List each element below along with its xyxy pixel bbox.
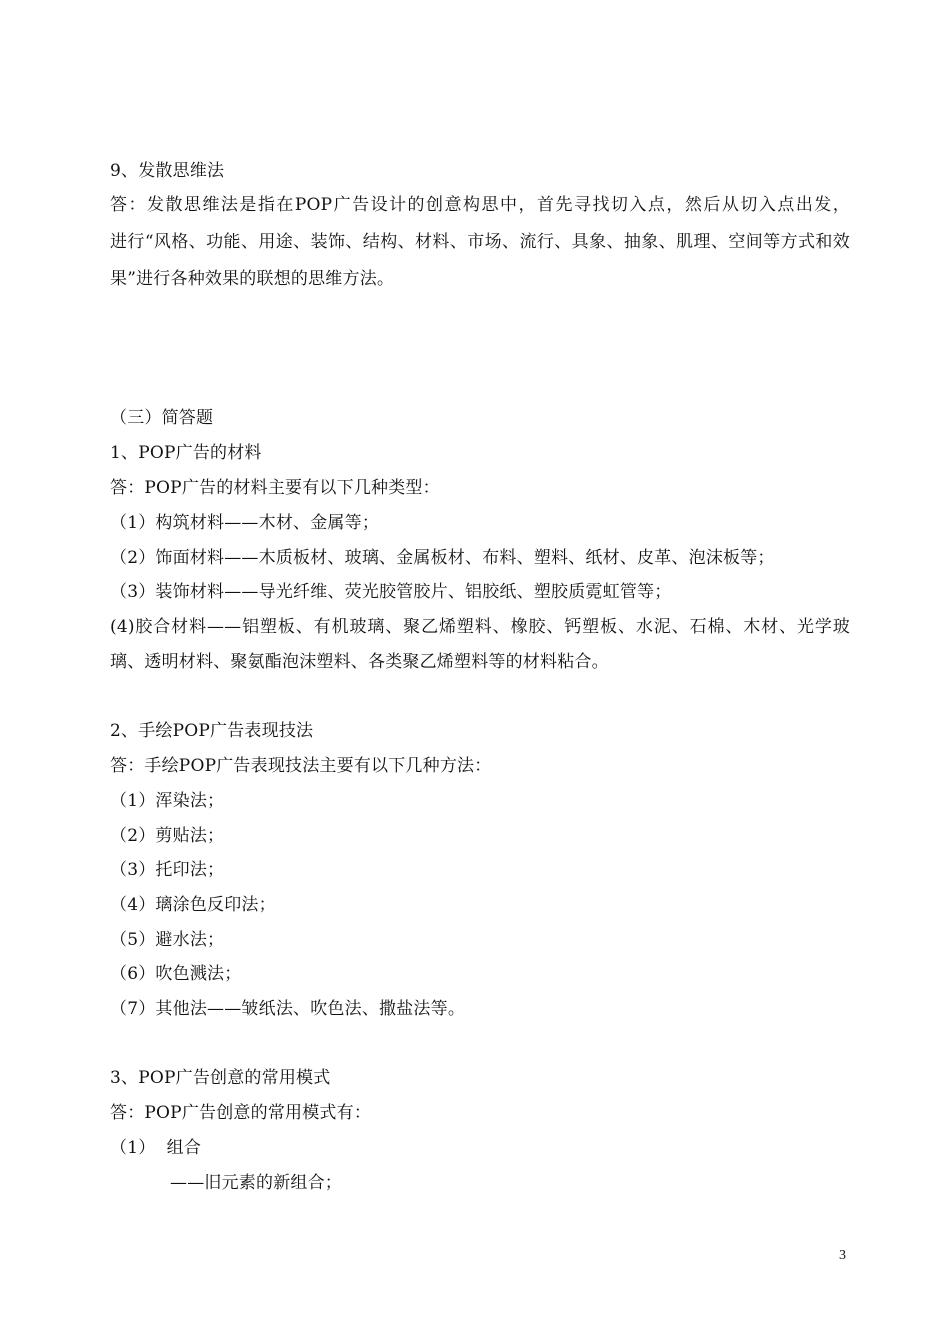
question-3-title: 3、POP广告创意的常用模式 xyxy=(110,1068,331,1088)
page-number: 3 xyxy=(839,1248,846,1263)
question-1-item-3: （3）装饰材料——导光纤维、荧光胶管胶片、铝胶纸、塑胶质霓虹管等； xyxy=(110,582,672,602)
section-three-title: （三）简答题 xyxy=(110,408,214,428)
question-2-item-7: （7）其他法——皱纸法、吹色法、撒盐法等。 xyxy=(110,999,466,1019)
question-9-answer-line-3: 果”进行各种效果的联想的思维方法。 xyxy=(110,269,395,289)
question-2-item-4: （4）璃涂色反印法； xyxy=(110,895,276,915)
question-1-item-2: （2）饰面材料——木质板材、玻璃、金属板材、布料、塑料、纸材、皮革、泡沫板等； xyxy=(110,548,775,568)
question-9-title: 9、发散思维法 xyxy=(110,161,225,181)
question-2-item-2: （2）剪贴法； xyxy=(110,826,225,846)
question-2-item-5: （5）避水法； xyxy=(110,930,225,950)
question-1-item-4-line-2: 璃、透明材料、聚氨酯泡沫塑料、各类聚乙烯塑料等的材料粘合。 xyxy=(110,652,609,672)
question-2-item-1: （1）浑染法； xyxy=(110,791,225,811)
question-9-answer-line-1: 答：发散思维法是指在POP广告设计的创意构思中，首先寻找切入点，然后从切入点出发， xyxy=(110,195,850,215)
question-3-intro: 答：POP广告创意的常用模式有： xyxy=(110,1103,372,1123)
question-2-intro: 答：手绘POP广告表现技法主要有以下几种方法： xyxy=(110,756,492,776)
question-2-title: 2、手绘POP广告表现技法 xyxy=(110,721,314,741)
question-2-item-6: （6）吹色溅法； xyxy=(110,964,242,984)
question-1-item-4-line-1: (4)胶合材料——铝塑板、有机玻璃、聚乙烯塑料、橡胶、钙塑板、水泥、石棉、木材、光学玻 xyxy=(110,617,850,637)
question-1-intro: 答：POP广告的材料主要有以下几种类型： xyxy=(110,478,440,498)
question-1-title: 1、POP广告的材料 xyxy=(110,443,262,463)
question-3-item-1-sub: ——旧元素的新组合； xyxy=(170,1173,342,1193)
question-3-item-1: （1） 组合 xyxy=(110,1138,202,1158)
question-1-item-1: （1）构筑材料——木材、金属等； xyxy=(110,513,380,533)
question-2-item-3: （3）托印法； xyxy=(110,860,225,880)
question-9-answer-line-2: 进行“风格、功能、用途、装饰、结构、材料、市场、流行、具象、抽象、肌理、空间等方式和效 xyxy=(110,232,850,252)
